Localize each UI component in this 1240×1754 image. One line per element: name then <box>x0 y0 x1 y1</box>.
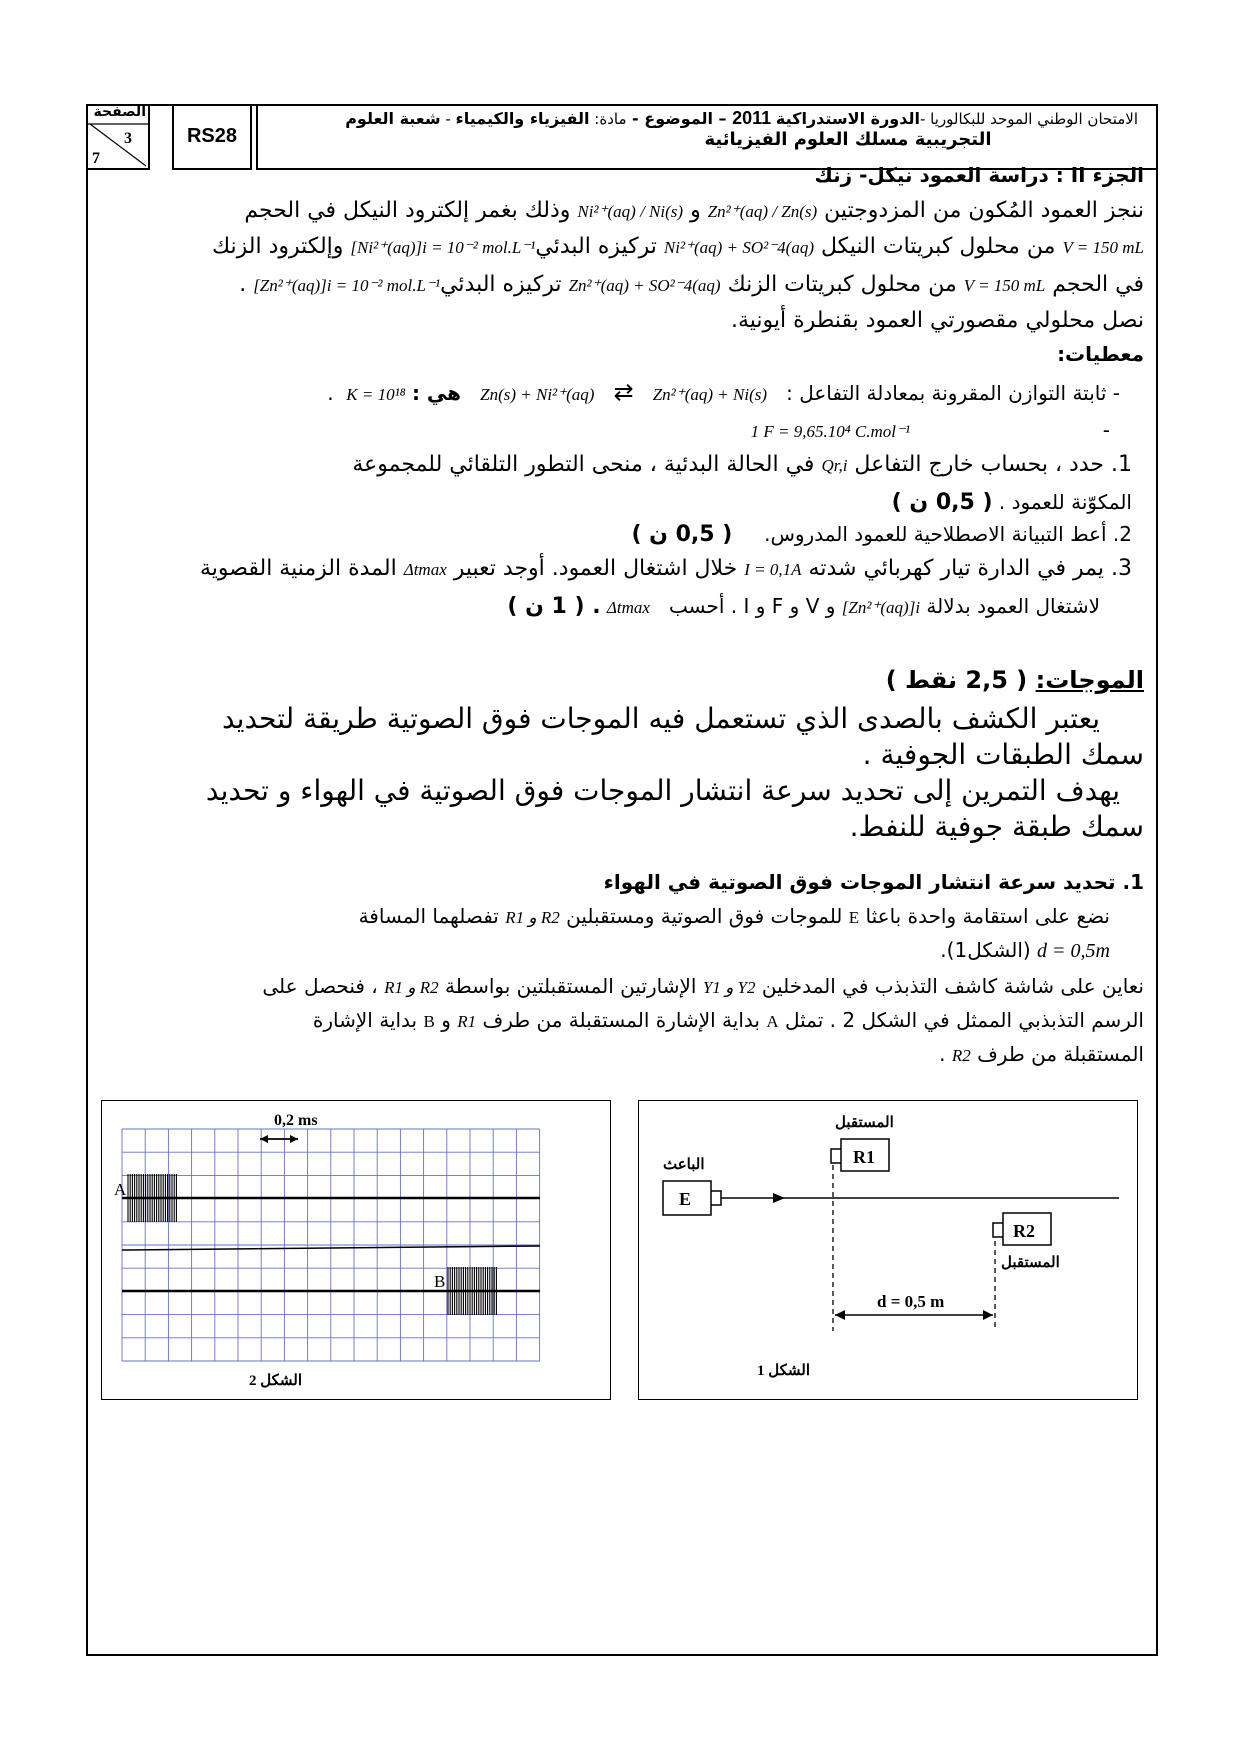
part2-salt-bridge: نصل محلولي مقصورتي العمود بقنطرة أيونية. <box>730 308 1144 333</box>
header-dash: - <box>440 110 456 128</box>
receiver-1-name: R1 <box>853 1147 875 1167</box>
scale-label: 0,2 ms <box>274 1112 318 1129</box>
text: المدة الزمنية القصوية <box>200 556 397 581</box>
page-current: 3 <box>124 130 132 147</box>
header-subject-sep: – الموضوع - <box>626 109 733 128</box>
couple-nickel: Ni²⁺(aq) / Ni(s) <box>577 202 684 221</box>
text: 1. حدد ، بحساب خارج التفاعل <box>854 452 1132 477</box>
header-line-2: التجريبية مسلك العلوم الفيزيائية <box>704 129 992 150</box>
distance-arrow-left-icon <box>835 1310 845 1320</box>
waves-title-text: الموجات: <box>1035 666 1144 694</box>
data-title: معطيات: <box>1057 342 1144 366</box>
question-3-points: . ( 1 ن ) <box>507 594 601 619</box>
scale-arrow-right-icon <box>290 1135 298 1143</box>
receiver-2-nozzle <box>993 1223 1003 1237</box>
oscilloscope-grid <box>122 1129 540 1361</box>
page-total: 7 <box>92 150 100 167</box>
emitter-letter: E <box>679 1189 692 1209</box>
waves-intro-1: يعتبر الكشف بالصدى الذي تستعمل فيه الموجات فوق الصوتية طريقة لتحديد <box>221 702 1100 735</box>
text: من محلول كبريتات الزنك <box>727 272 957 297</box>
reaction-quotient: Qr,i <box>821 456 848 475</box>
text: من محلول كبريتات النيكل <box>821 234 1056 259</box>
question-3-line-2 <box>507 594 1100 619</box>
text: بداية الإشارة <box>312 1008 418 1032</box>
question-1-points: ( 0,5 ن ) <box>891 490 993 515</box>
current-intensity: I = 0,1A <box>744 560 802 579</box>
text: - ثابتة التوازن المقرونة بمعادلة التفاعل : <box>786 381 1120 405</box>
emitter-label: الباعث <box>663 1157 705 1173</box>
emitter-symbol: E <box>848 908 860 927</box>
text: . <box>939 1042 946 1066</box>
receiver-2-label: المستقبل <box>1001 1255 1060 1271</box>
distance-label: d = 0,5 m <box>877 1292 945 1311</box>
section-1-line-1 <box>359 904 1110 928</box>
text: - <box>1102 418 1110 442</box>
text: و <box>441 1008 451 1032</box>
section-1-line-4 <box>313 1008 1144 1032</box>
waves-title <box>886 666 1144 694</box>
receiver-2-name: R2 <box>1013 1221 1035 1241</box>
text: خلال اشتغال العمود. أوجد تعبير <box>453 556 738 581</box>
part2-para-line-2 <box>212 234 1144 259</box>
equation-left: Zn(s) + Ni²⁺(aq) <box>480 385 595 404</box>
nickel-sulfate: Ni²⁺(aq) + SO²⁻4(aq) <box>663 238 814 257</box>
text: الرسم التذبذبي الممثل في الشكل 2 . تمثل <box>784 1008 1144 1032</box>
header-exam-name: الامتحان الوطني الموحد للبكالوريا - <box>919 110 1138 128</box>
distance-arrow-right-icon <box>983 1310 993 1320</box>
text: للموجات فوق الصوتية ومستقبلين <box>566 904 843 928</box>
text: . <box>327 381 334 405</box>
distance-d: d = 0,5m <box>1037 940 1110 962</box>
header-subject: الفيزياء والكيمياء <box>455 109 590 128</box>
text: بداية الإشارة المستقبلة من طرف <box>482 1008 760 1032</box>
equilibrium-constant: K = 10¹⁸ <box>346 385 406 404</box>
text: في الحجم <box>1052 272 1144 297</box>
receiver-1-label: المستقبل <box>835 1115 894 1131</box>
text: تركيزه البدئي <box>535 234 657 259</box>
equilibrium-arrow-icon: ⇄ <box>613 380 634 406</box>
text: المكوّنة للعمود . <box>998 490 1132 514</box>
max-duration: Δtmax <box>403 560 447 579</box>
question-1-line-2 <box>892 490 1132 515</box>
section-1-line-3 <box>262 974 1144 998</box>
oscilloscope-screen <box>102 1101 612 1401</box>
volume-zinc: V = 150 mL <box>963 276 1046 295</box>
point-a-label: A <box>114 1180 127 1199</box>
receiver-2-symbol <box>1013 1221 1035 1241</box>
header-line-1 <box>258 108 1138 129</box>
text: و <box>690 198 701 223</box>
text: لاشتغال العمود بدلالة <box>926 594 1100 618</box>
faraday-constant: 1 F = 9,65.10⁴ C.mol⁻¹ <box>750 422 911 441</box>
text: ننجز العمود المُكون من المزدوجتين <box>824 198 1144 223</box>
text: نعاين على شاشة كاشف التذبذب في المدخلين <box>761 974 1144 998</box>
section-1-line-2 <box>940 938 1110 963</box>
receivers-r: R1 و R2 <box>384 978 439 997</box>
zinc-sulfate: Zn²⁺(aq) + SO²⁻4(aq) <box>568 276 721 295</box>
question-2-points: ( 0,5 ن ) <box>631 522 733 547</box>
part2-para-line-1 <box>244 198 1144 223</box>
receiver-1-nozzle <box>831 1149 841 1163</box>
text: تفصلهما المسافة <box>358 904 499 928</box>
waves-intro-4: سمك طبقة جوفية للنفط. <box>849 810 1144 843</box>
text: و V و F و I . أحسب <box>669 594 836 618</box>
question-3-line-1 <box>200 556 1132 581</box>
max-duration-2: Δtmax <box>606 598 650 617</box>
point-b-label: B <box>434 1272 446 1291</box>
page-label: الصفحة <box>93 104 146 120</box>
text: نضع على استقامة واحدة باعثا <box>865 904 1110 928</box>
text: وذلك بغمر إلكترود النيكل في الحجم <box>244 198 571 223</box>
exam-code: RS28 <box>172 104 252 170</box>
volume-nickel: V = 150 mL <box>1062 238 1144 257</box>
figure-2-caption: الشكل 2 <box>248 1373 302 1389</box>
propagation-arrow-icon <box>773 1193 785 1203</box>
header-subject-label: مادة: <box>589 110 627 128</box>
text: في الحالة البدئية ، منحى التطور التلقائي للمجموعة <box>352 452 815 477</box>
data-faraday <box>751 418 1110 442</box>
emitter-nozzle <box>711 1191 721 1205</box>
section-1-line-5 <box>939 1042 1144 1066</box>
text: المستقبلة من طرف <box>977 1042 1144 1066</box>
part2-para-line-3 <box>239 272 1144 297</box>
text: هي : <box>411 381 462 405</box>
text: الإشارتين المستقبلتين بواسطة <box>444 974 697 998</box>
exam-header <box>256 104 1156 170</box>
zinc-concentration-var: [Zn²⁺(aq)]i <box>841 598 921 617</box>
couple-zinc: Zn²⁺(aq) / Zn(s) <box>707 202 818 221</box>
text: 3. يمر في الدارة تيار كهربائي شدته <box>808 556 1132 581</box>
r1-ref: R1 <box>457 1012 477 1031</box>
text: (الشكل1). <box>940 938 1031 962</box>
waves-intro-2: سمك الطبقات الجوفية . <box>862 738 1144 771</box>
text: تركيزه البدئي <box>440 272 562 297</box>
waves-intro-3: يهدف التمرين إلى تحديد سرعة انتشار الموجات فوق الصوتية في الهواء و تحديد <box>205 774 1120 807</box>
section-1-title: 1. تحديد سرعة انتشار الموجات فوق الصوتية في الهواء <box>603 870 1144 894</box>
point-a-ref: A <box>766 1012 779 1031</box>
figure-1-setup <box>638 1100 1138 1400</box>
receiver-1-symbol <box>853 1147 875 1167</box>
figure-1-caption: الشكل 1 <box>757 1363 811 1379</box>
waves-points: ( 2,5 نقط ) <box>885 666 1028 694</box>
inputs-y: Y1 و Y2 <box>702 978 756 997</box>
text: ، فنحصل على <box>262 974 378 998</box>
question-2 <box>631 522 1132 547</box>
text: 2. أعط التبيانة الاصطلاحية للعمود المدروس. <box>764 522 1132 546</box>
question-1-line-1 <box>352 452 1132 477</box>
part2-title: الجزء II : دراسة العمود نيكل- زنك <box>814 163 1144 187</box>
point-b-ref: B <box>423 1012 435 1031</box>
header-year: 2011 <box>732 108 772 128</box>
figure-2-oscillogram <box>101 1100 611 1400</box>
data-equilibrium <box>327 378 1120 407</box>
setup-diagram <box>639 1101 1139 1401</box>
nickel-concentration: [Ni²⁺(aq)]i = 10⁻² mol.L⁻¹ <box>350 238 536 257</box>
equation-right: Zn²⁺(aq) + Ni(s) <box>652 385 768 404</box>
text: . <box>239 272 247 297</box>
receivers-symbols: R1 و R2 <box>505 908 560 927</box>
text: وإلكترود الزنك <box>212 234 344 259</box>
r2-ref: R2 <box>951 1046 971 1065</box>
header-stream: شعبة العلوم <box>345 109 441 128</box>
header-session: الدورة الاستدراكية <box>775 109 920 128</box>
zinc-concentration: [Zn²⁺(aq)]i = 10⁻² mol.L⁻¹ <box>253 276 441 295</box>
page-number-box <box>88 104 150 170</box>
